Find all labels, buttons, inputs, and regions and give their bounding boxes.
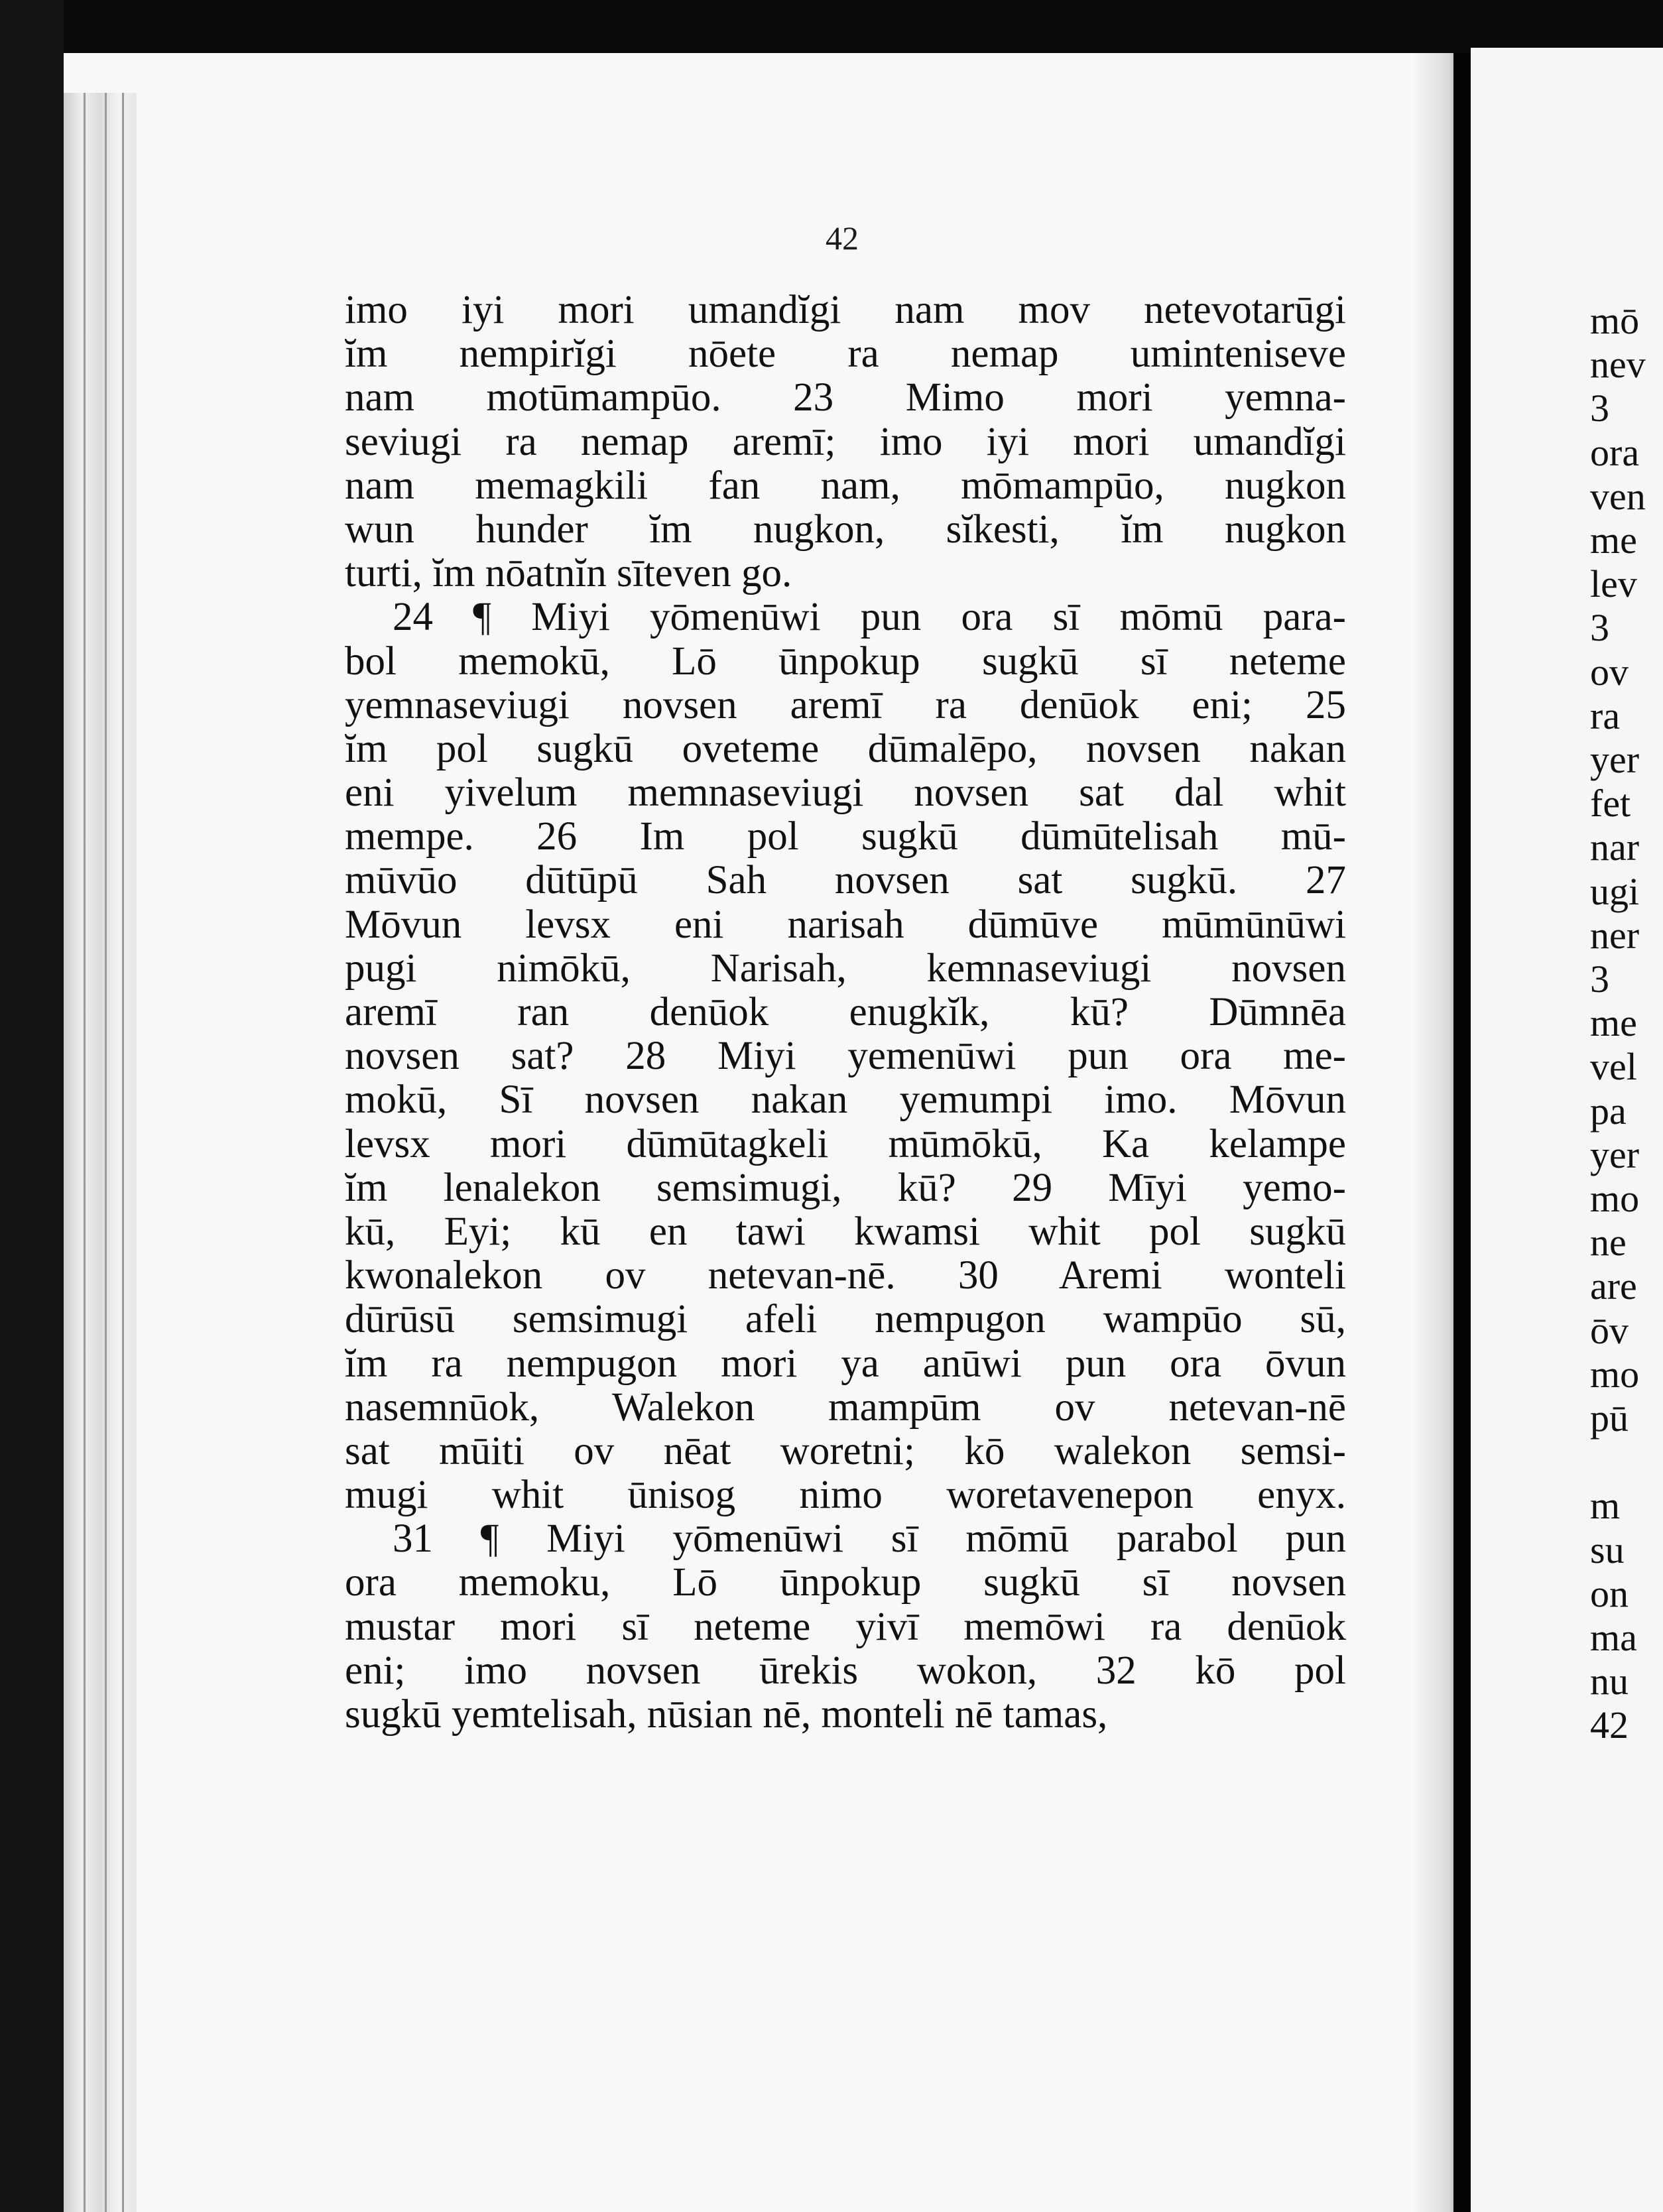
right-page-fragment: ner — [1590, 913, 1640, 957]
right-page-fragment: nev — [1590, 343, 1646, 387]
right-page-fragment: m — [1590, 1484, 1621, 1528]
text-line: ora memoku, Lō ūnpokup sugkū sī novsen — [345, 1560, 1346, 1605]
text-line: seviugi ra nemap aremī; imo iyi mori umandĭgi — [345, 419, 1346, 464]
right-page-fragment: mo — [1590, 1352, 1640, 1396]
right-page-fragment: are — [1590, 1264, 1637, 1308]
right-page-fragment: ne — [1590, 1221, 1627, 1264]
text-line: 24 ¶ Miyi yōmenūwi pun ora sī mōmū para- — [393, 595, 1346, 640]
right-page-text-fragments — [1590, 298, 1663, 1747]
text-line: dūrūsū semsimugi afeli nempugon wampūo sū, — [345, 1297, 1346, 1342]
right-page-fragment: pa — [1590, 1089, 1627, 1133]
right-page-fragment: pū — [1590, 1396, 1629, 1440]
text-line: yemnaseviugi novsen aremī ra denūok eni; 25 — [345, 682, 1346, 727]
page-stack-edge — [64, 93, 137, 2212]
right-page-fragment: ma — [1590, 1616, 1637, 1659]
text-line: nasemnūok, Walekon mampūm ov netevan-nē — [345, 1384, 1346, 1430]
text-line: mempe. 26 Im pol sugkū dūmūtelisah mū- — [345, 814, 1346, 859]
right-page-fragment: 3 — [1590, 606, 1609, 650]
right-page-fragment: ra — [1590, 694, 1621, 737]
right-page-fragment: yer — [1590, 1133, 1640, 1176]
text-line: kū, Eyi; kū en tawi kwamsi whit pol sugkū — [345, 1209, 1346, 1254]
right-page-fragment: ven — [1590, 474, 1646, 518]
text-line: mokū, Sī novsen nakan yemumpi imo. Mōvun — [345, 1077, 1346, 1123]
text-line: eni yivelum memnaseviugi novsen sat dal whit — [345, 770, 1346, 816]
text-line: ĭm lenalekon semsimugi, kū? 29 Mīyi yemo- — [345, 1165, 1346, 1210]
right-page-fragment: mo — [1590, 1177, 1640, 1220]
right-page-fragment: 3 — [1590, 387, 1609, 430]
text-line: imo iyi mori umandĭgi nam mov netevotarūgi — [345, 288, 1346, 332]
right-page-fragment: nu — [1590, 1660, 1629, 1703]
text-line: mugi whit ūnisog nimo woretavenepon enyx. — [345, 1473, 1346, 1518]
right-page-fragment: su — [1590, 1528, 1625, 1571]
text-line: nam motūmampūo. 23 Mimo mori yemna- — [345, 375, 1346, 420]
text-line: aremī ran denūok enugkĭk, kū? Dūmnēa — [345, 990, 1346, 1034]
text-line: kwonalekon ov netevan-nē. 30 Aremi wonteli — [345, 1253, 1346, 1298]
right-page-fragment: mō — [1590, 299, 1640, 342]
text-line: Mōvun levsx eni narisah dūmūve mūmūnūwi — [345, 902, 1346, 947]
right-page-fragment: fet — [1590, 782, 1631, 826]
text-line: mūvūo dūtūpū Sah novsen sat sugkū. 27 — [345, 858, 1346, 903]
right-page-fragment: ov — [1590, 650, 1629, 694]
text-line: sat mūiti ov nēat woretni; kō walekon semsi- — [345, 1428, 1346, 1473]
text-line: sugkū yemtelisah, nūsian nē, monteli nē tamas, — [345, 1692, 1108, 1737]
text-line: nam memagkili fan nam, mōmampūo, nugkon — [345, 463, 1346, 508]
right-page-fragment: yer — [1590, 738, 1640, 781]
text-line: ĭm ra nempugon mori ya anūwi pun ora ōvun — [345, 1341, 1346, 1386]
right-page-fragment: on — [1590, 1571, 1629, 1615]
right-page-fragment: 42 — [1590, 1703, 1629, 1747]
page-edge-line — [84, 93, 86, 2212]
text-line: wun hunder ĭm nugkon, sĭkesti, ĭm nugkon — [345, 507, 1346, 552]
text-line: eni; imo novsen ūrekis wokon, 32 kō pol — [345, 1648, 1346, 1693]
right-page-fragment: me — [1590, 519, 1637, 562]
scan-background-left — [0, 0, 64, 2212]
text-line: mustar mori sī neteme yivī memōwi ra denūok — [345, 1604, 1346, 1649]
page-number: 42 — [826, 219, 859, 257]
text-line: levsx mori dūmūtagkeli mūmōkū, Ka kelampe — [345, 1121, 1346, 1166]
book-gutter — [1453, 53, 1471, 2212]
text-line: novsen sat? 28 Miyi yemenūwi pun ora me- — [345, 1034, 1346, 1079]
page-edge-line — [105, 93, 107, 2212]
right-page-fragment: ugi — [1590, 869, 1640, 913]
right-page-fragment: ōv — [1590, 1308, 1629, 1352]
right-page-fragment: 3 — [1590, 957, 1609, 1001]
text-line: 31 ¶ Miyi yōmenūwi sī mōmū parabol pun — [393, 1516, 1346, 1562]
text-line: turti, ĭm nōatnĭn sīteven go. — [345, 551, 792, 596]
text-line: pugi nimōkū, Narisah, kemnaseviugi novsen — [345, 946, 1346, 991]
page-edge-line — [122, 93, 124, 2212]
text-line: bol memokū, Lō ūnpokup sugkū sī neteme — [345, 639, 1346, 684]
body-text — [345, 288, 1346, 1737]
right-page-fragment: vel — [1590, 1045, 1637, 1089]
right-page-fragment: me — [1590, 1001, 1637, 1045]
right-page-fragment: ora — [1590, 430, 1640, 474]
right-page-fragment: nar — [1590, 826, 1640, 869]
text-line: ĭm nempirĭgi nōete ra nemap uminteniseve — [345, 332, 1346, 377]
right-page-fragment: lev — [1590, 562, 1637, 606]
text-line: ĭm pol sugkū oveteme dūmalēpo, novsen nakan — [345, 726, 1346, 771]
